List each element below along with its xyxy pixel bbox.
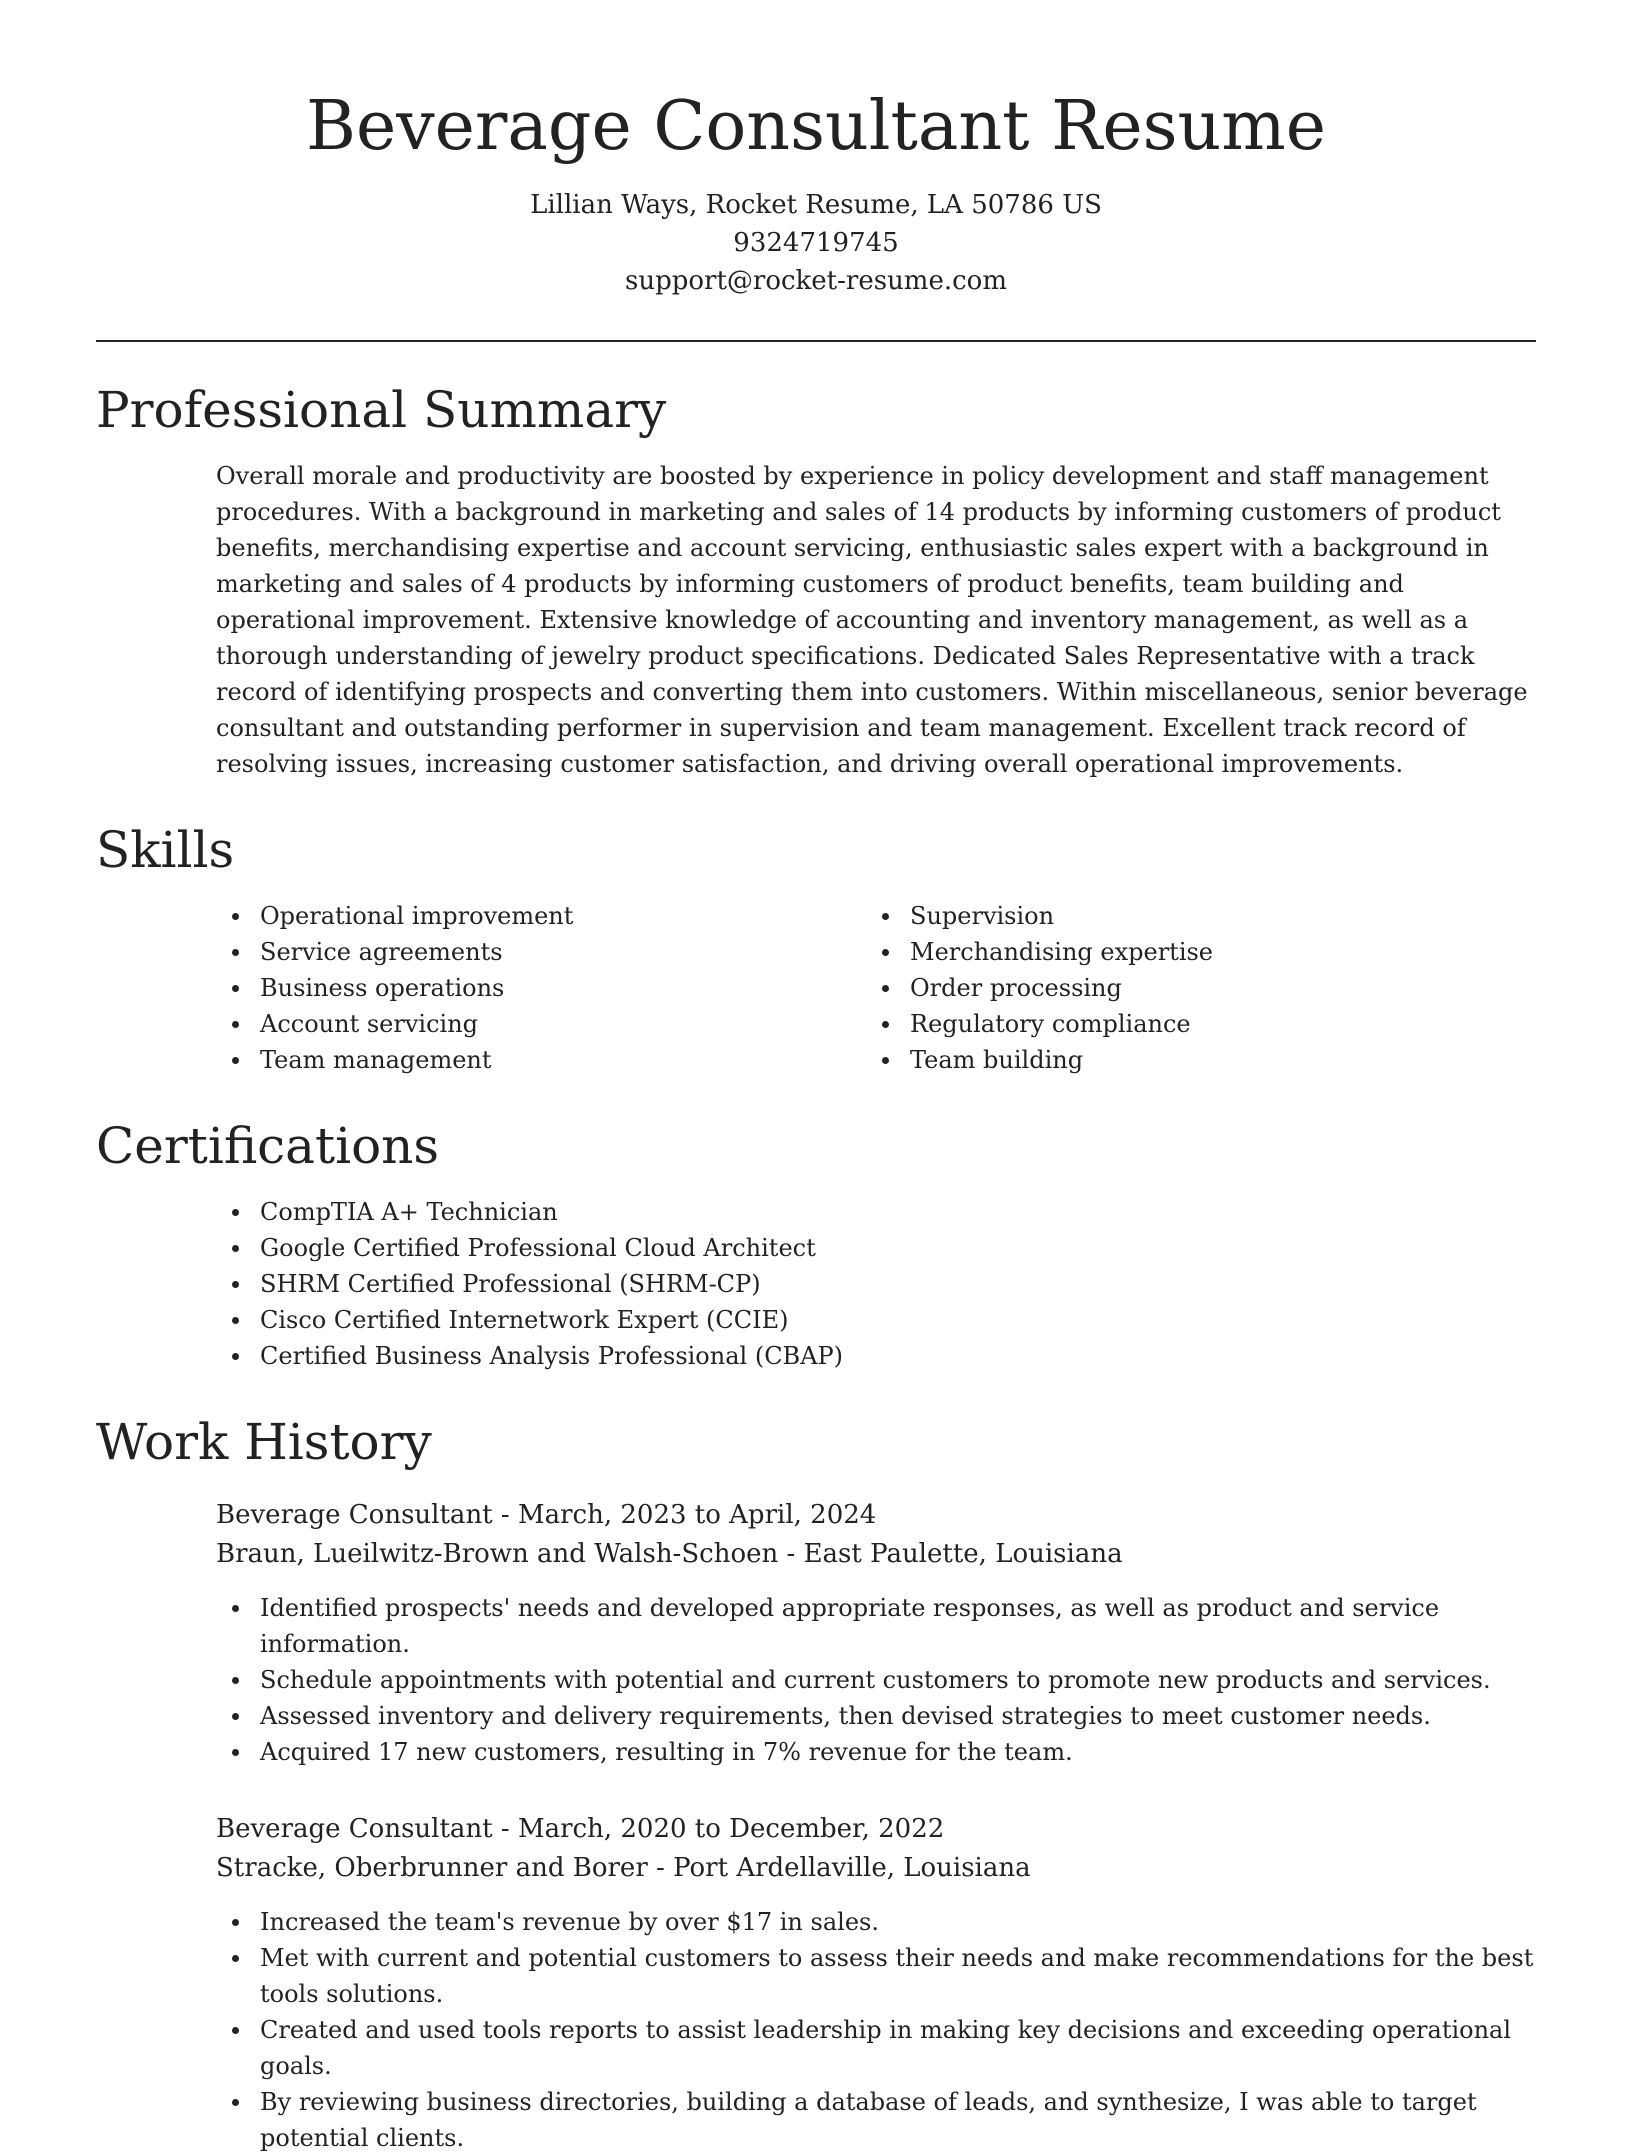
skill-item: Team building [866,1042,1516,1078]
job-separator: - [786,1539,804,1569]
job-bullet: Increased the team's revenue by over $17 in sales. [216,1904,1536,1940]
certifications-heading: Certifications [96,1117,440,1175]
skills-section [96,820,1536,1078]
job-bullets [216,1904,1536,2156]
summary-heading: Professional Summary [96,381,667,439]
work-history-heading: Work History [96,1413,432,1471]
summary-text: Overall morale and productivity are boosted by experience in policy development and staff management procedures. With a background in marketing and sales of 14 products by informing customers of product benefits, merchandising expertise and account servicing, enthusiastic sales expert with a background in marketing and sales of 4 products by informing customers of product benefits, team building and operational improvement. Extensive knowledge of accounting and inventory management, as well as a thorough understanding of jewelry product specifications. Dedicated Sales Representative with a track record of identifying prospects and converting them into customers. Within miscellaneous, senior beverage consultant and outstanding performer in supervision and team management. Excellent track record of resolving issues, increasing customer satisfaction, and driving overall operational improvements. [216,462,1528,778]
skill-item: Team management [216,1042,866,1078]
certifications-list [216,1194,1536,1374]
contact-email: support@rocket-resume.com [624,266,1007,296]
summary-section [96,380,1536,782]
job-location: East Paulette, Louisiana [803,1539,1123,1569]
job-title: Beverage Consultant [216,1814,493,1844]
job-bullet: Created and used tools reports to assist leadership in making key decisions and exceeding operational goals. [216,2012,1536,2084]
job-title: Beverage Consultant [216,1500,493,1530]
job-title-line [216,1810,1536,1849]
job-bullet: Identified prospects' needs and developed appropriate responses, as well as product and service information. [216,1590,1536,1662]
job-bullets [216,1590,1536,1770]
job-dates: March, 2023 to April, 2024 [517,1500,877,1530]
contact-address: Lillian Ways, Rocket Resume, LA 50786 US [530,190,1102,220]
skills-columns [216,898,1536,1078]
skills-heading: Skills [96,821,235,879]
job-separator: - [656,1853,674,1883]
resume-body [0,380,1632,2156]
work-history-section [96,1412,1536,2156]
skill-item: Account servicing [216,1006,866,1042]
job-separator: - [500,1500,518,1530]
job-bullet: Schedule appointments with potential and current customers to promote new products and services. [216,1662,1536,1698]
job-company-line [216,1535,1536,1574]
skill-item: Supervision [866,898,1516,934]
header-divider [96,340,1536,342]
job-bullet: Met with current and potential customers to assess their needs and make recommendations for the best tools solutions. [216,1940,1536,2012]
certification-item: SHRM Certified Professional (SHRM-CP) [216,1266,1536,1302]
skill-item: Business operations [216,970,866,1006]
skill-item: Order processing [866,970,1516,1006]
skills-right-list [866,898,1516,1078]
job-entry [216,1810,1536,2156]
job-company: Braun, Lueilwitz-Brown and Walsh-Schoen [216,1539,779,1569]
job-location: Port Ardellaville, Louisiana [673,1853,1031,1883]
contact-block [0,186,1632,300]
certification-item: CompTIA A+ Technician [216,1194,1536,1230]
skill-item: Service agreements [216,934,866,970]
job-dates: March, 2020 to December, 2022 [517,1814,945,1844]
certifications-section [96,1116,1536,1374]
job-bullet: Assessed inventory and delivery requirements, then devised strategies to meet customer needs. [216,1698,1536,1734]
job-company: Stracke, Oberbrunner and Borer [216,1853,648,1883]
job-bullet: Acquired 17 new customers, resulting in 7% revenue for the team. [216,1734,1536,1770]
job-entry [216,1496,1536,1770]
contact-phone: 9324719745 [733,228,899,258]
resume-title: Beverage Consultant Resume [306,87,1326,166]
job-company-line [216,1849,1536,1888]
certification-item: Certified Business Analysis Professional (CBAP) [216,1338,1536,1374]
certification-item: Google Certified Professional Cloud Architect [216,1230,1536,1266]
job-title-line [216,1496,1536,1535]
skills-left-list [216,898,866,1078]
skill-item: Regulatory compliance [866,1006,1516,1042]
certification-item: Cisco Certified Internetwork Expert (CCIE) [216,1302,1536,1338]
resume-header [0,0,1632,300]
skill-item: Operational improvement [216,898,866,934]
skill-item: Merchandising expertise [866,934,1516,970]
job-bullet: By reviewing business directories, building a database of leads, and synthesize, I was able to target potential clients. [216,2084,1536,2156]
job-separator: - [500,1814,518,1844]
